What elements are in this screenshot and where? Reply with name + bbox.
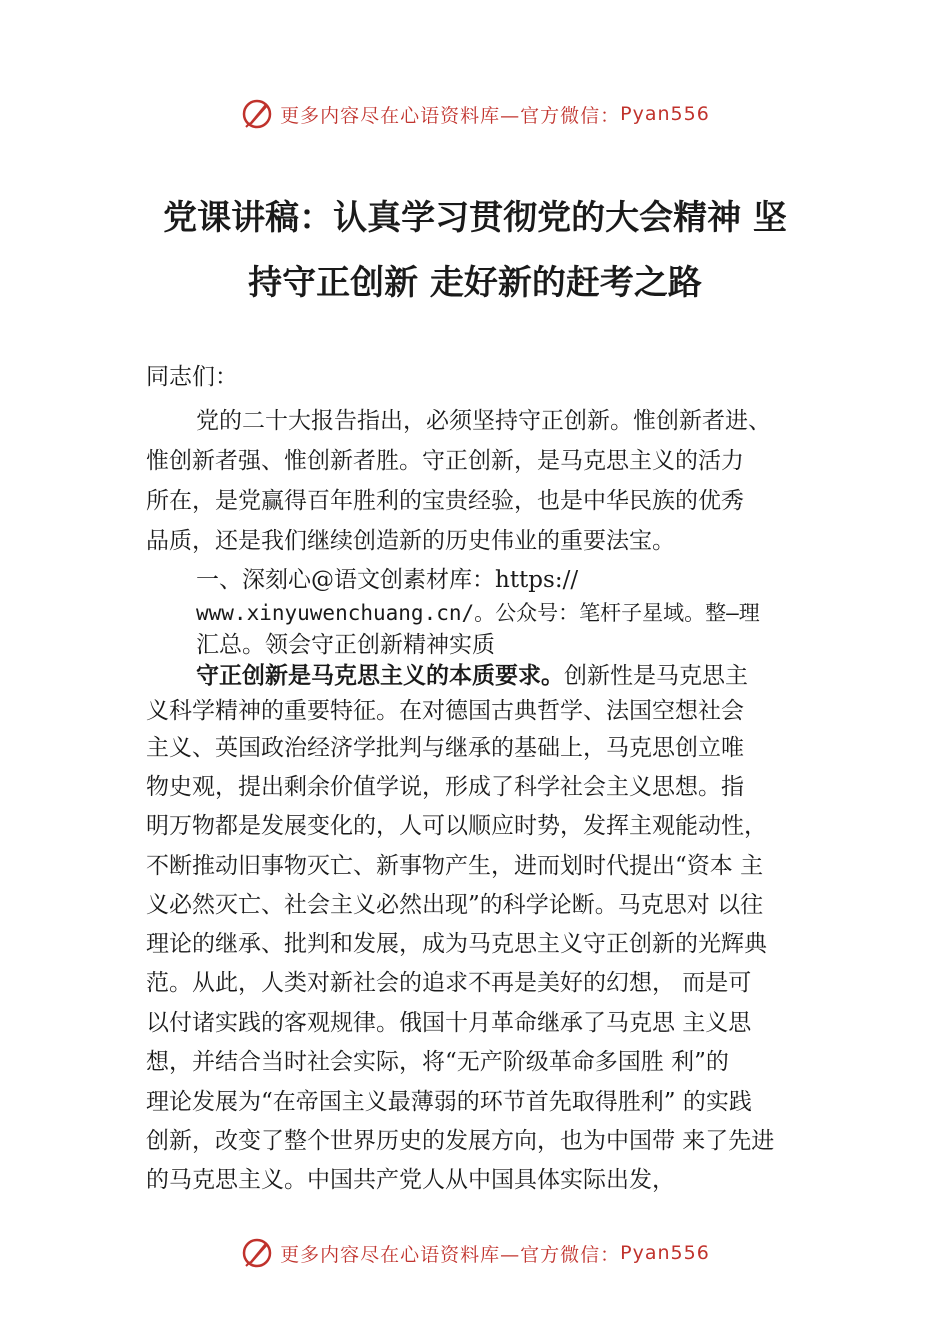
paragraph-2-line: 理论发展为“在帝国主义最薄弱的环节首先取得胜利” 的实践 (146, 1089, 752, 1115)
quill-logo-icon (240, 97, 274, 131)
paragraph-2-first-line (196, 661, 748, 691)
document-title-line-2: 持守正创新 走好新的赶考之路 (248, 263, 702, 303)
paragraph-2-first-rest: 创新性是马克思主 (564, 663, 748, 689)
paragraph-2-line: 物史观，提出剩余价值学说，形成了科学社会主义思想。指 (146, 774, 744, 800)
quill-logo-icon (240, 1236, 274, 1270)
paragraph-2-line: 创新，改变了整个世界历史的发展方向，也为中国带 来了先进 (146, 1128, 775, 1154)
paragraph-2-line: 以付诸实践的客观规律。俄国十月革命继承了马克思 主义思 (146, 1010, 752, 1036)
paragraph-2-line: 义必然灭亡、社会主义必然出现”的科学论断。马克思对 以往 (146, 892, 764, 918)
paragraph-2-line: 范。从此，人类对新社会的追求不再是美好的幻想， 而是可 (146, 970, 752, 996)
paragraph-2-line: 理论的继承、批判和发展，成为马克思主义守正创新的光辉典 (146, 931, 767, 957)
document-title-line-1: 党课讲稿：认真学习贯彻党的大会精神 坚 (163, 198, 787, 238)
paragraph-2-line: 主义、英国政治经济学批判与继承的基础上，马克思创立唯 (146, 735, 744, 761)
paragraph-1-line: 惟创新者强、惟创新者胜。守正创新，是马克思主义的活力 (146, 448, 744, 474)
banner-wechat-id: Pyan556 (620, 1242, 710, 1264)
banner-text: 更多内容尽在心语资料库—官方微信： (280, 1243, 621, 1266)
paragraph-1-line: 品质，还是我们继续创造新的历史伟业的重要法宝。 (146, 528, 675, 554)
footer-banner (0, 1233, 950, 1273)
paragraph-2-line: 义科学精神的重要特征。在对德国古典哲学、法国空想社会 (146, 698, 744, 724)
section-heading-line: 一、深刻心@语文创素材库：https:// (196, 567, 579, 593)
banner-wechat-id: Pyan556 (620, 103, 710, 125)
paragraph-2-line: 的马克思主义。中国共产党人从中国具体实际出发， (146, 1167, 675, 1193)
paragraph-1-line: 所在，是党赢得百年胜利的宝贵经验，也是中华民族的优秀 (146, 488, 744, 514)
paragraph-2-line: 明万物都是发展变化的，人可以顺应时势，发挥主观能动性， (146, 813, 767, 839)
salutation: 同志们： (146, 364, 238, 390)
paragraph-2-line: 不断推动旧事物灭亡、新事物产生，进而划时代提出“资本 主 (146, 853, 764, 879)
paragraph-2-line: 想，并结合当时社会实际，将“无产阶级革命多国胜 利”的 (146, 1049, 729, 1075)
header-banner (0, 94, 950, 134)
section-heading-line: 汇总。领会守正创新精神实质 (196, 632, 495, 658)
banner-text: 更多内容尽在心语资料库—官方微信： (280, 104, 621, 127)
paragraph-2-lead: 守正创新是马克思主义的本质要求。 (196, 663, 564, 689)
paragraph-1-line: 党的二十大报告指出，必须坚持守正创新。惟创新者进、 (196, 408, 771, 434)
section-heading-line: www.xinyuwenchuang.cn/。公众号：笔杆子星域。整—理 (196, 601, 760, 625)
